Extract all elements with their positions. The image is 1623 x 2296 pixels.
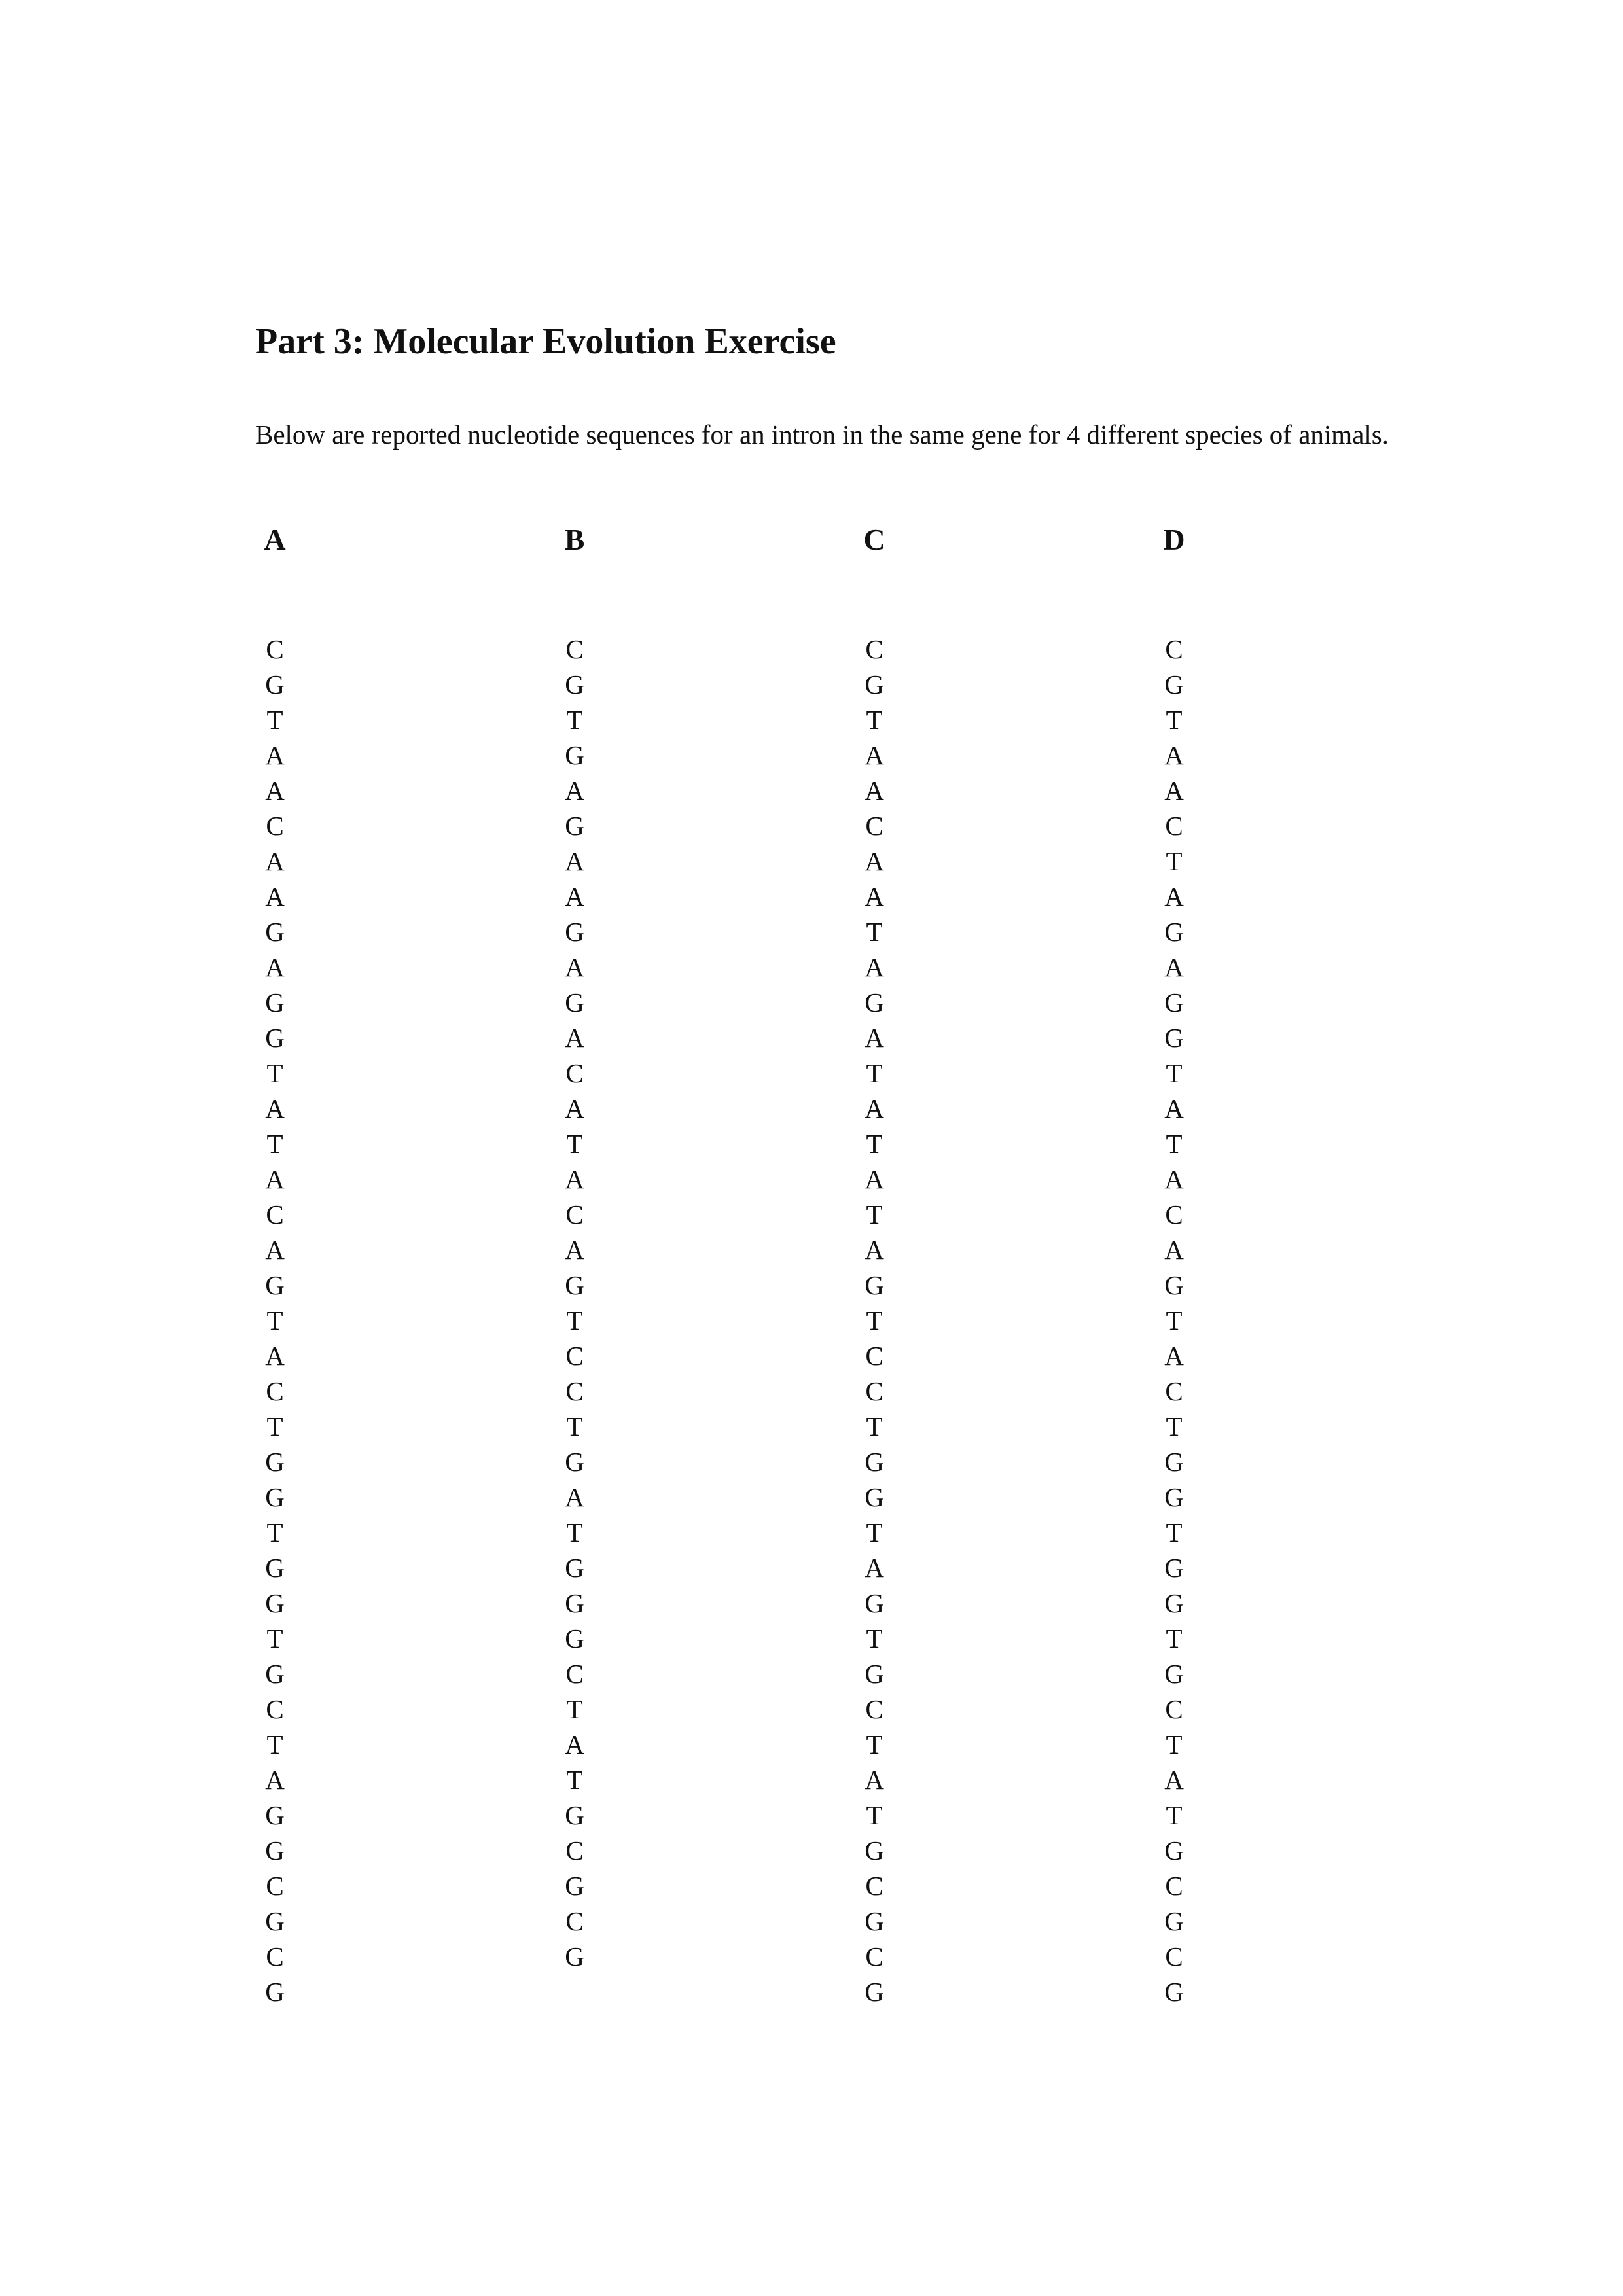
nucleotide: A [565,846,584,876]
nucleotide: C [266,811,284,841]
nucleotide: A [265,846,285,876]
nucleotide: G [1164,1906,1184,1936]
sequence-list-c [835,631,914,2009]
nucleotide: G [865,1588,884,1618]
nucleotide: C [1165,634,1183,664]
nucleotide: A [1164,1341,1184,1371]
nucleotide: C [1165,1941,1183,1971]
nucleotide: G [265,669,285,699]
nucleotide: A [1164,740,1184,770]
column-header-a: A [264,523,286,556]
nucleotide: T [1166,1517,1183,1547]
sequence-column-b [535,520,614,1974]
nucleotide: G [265,1906,285,1936]
nucleotide: T [866,1058,883,1088]
nucleotide: A [865,1093,884,1123]
nucleotide: T [866,1411,883,1441]
nucleotide: G [265,1270,285,1300]
nucleotide: A [265,1341,285,1371]
nucleotide: A [1164,952,1184,982]
nucleotide: T [1166,1305,1183,1335]
sequence-list-d [1135,631,1213,2009]
nucleotide: T [866,705,883,735]
nucleotide: G [1164,1977,1184,2007]
nucleotide: G [1164,1482,1184,1512]
nucleotide: G [1164,1447,1184,1477]
nucleotide: T [866,1623,883,1653]
nucleotide: C [266,634,284,664]
nucleotide: A [265,952,285,982]
nucleotide: G [1164,1270,1184,1300]
nucleotide: T [266,1305,283,1335]
nucleotide: G [865,1482,884,1512]
nucleotide: A [265,775,285,805]
nucleotide: C [1165,811,1183,841]
nucleotide: G [565,1941,584,1971]
nucleotide: C [266,1199,284,1229]
nucleotide: A [565,1023,584,1053]
nucleotide: C [865,1941,883,1971]
nucleotide: C [565,1058,584,1088]
nucleotide: T [266,1623,283,1653]
nucleotide: G [865,987,884,1017]
nucleotide: A [265,1235,285,1265]
nucleotide: T [1166,1800,1183,1830]
nucleotide: T [1166,1058,1183,1088]
nucleotide: C [865,1694,883,1724]
nucleotide: C [266,1694,284,1724]
nucleotide: T [866,1517,883,1547]
nucleotide: G [565,740,584,770]
column-header-b: B [564,523,585,556]
column-header-d: D [1163,523,1185,556]
nucleotide: A [1164,1235,1184,1265]
nucleotide: T [1166,1129,1183,1159]
nucleotide: A [1164,881,1184,911]
nucleotide: G [265,1447,285,1477]
nucleotide: G [865,1906,884,1936]
nucleotide: C [1165,1694,1183,1724]
nucleotide: A [865,952,884,982]
nucleotide: A [565,881,584,911]
nucleotide: G [265,1553,285,1583]
nucleotide: T [266,1517,283,1547]
nucleotide: G [1164,1659,1184,1689]
nucleotide: C [266,1871,284,1901]
nucleotide: T [866,1800,883,1830]
nucleotide: A [865,775,884,805]
nucleotide: A [265,1765,285,1795]
nucleotide: A [265,740,285,770]
nucleotide: G [865,1447,884,1477]
nucleotide: A [865,1164,884,1194]
sequence-column-c [835,520,914,2009]
nucleotide: G [565,1588,584,1618]
nucleotide: G [565,1623,584,1653]
nucleotide: T [566,705,583,735]
nucleotide: G [565,811,584,841]
nucleotide: G [265,917,285,947]
nucleotide: G [565,987,584,1017]
nucleotide: C [865,1341,883,1371]
nucleotide: C [565,1376,584,1406]
nucleotide: G [265,987,285,1017]
nucleotide: G [565,1800,584,1830]
nucleotide: G [265,1588,285,1618]
nucleotide: G [265,1835,285,1865]
page-title: Part 3: Molecular Evolution Exercise [255,321,836,362]
nucleotide: G [1164,917,1184,947]
nucleotide: G [1164,1553,1184,1583]
nucleotide: T [266,1058,283,1088]
nucleotide: G [565,669,584,699]
nucleotide: A [865,846,884,876]
nucleotide: T [1166,1411,1183,1441]
nucleotide: T [866,1305,883,1335]
nucleotide: A [565,1235,584,1265]
nucleotide: A [865,740,884,770]
nucleotide: A [265,1093,285,1123]
nucleotide: G [1164,1588,1184,1618]
nucleotide: A [565,1482,584,1512]
nucleotide: T [866,1729,883,1759]
nucleotide: A [1164,1093,1184,1123]
nucleotide: C [266,1376,284,1406]
nucleotide: A [1164,1164,1184,1194]
nucleotide: G [265,1800,285,1830]
nucleotide: A [565,1093,584,1123]
nucleotide: A [1164,1765,1184,1795]
nucleotide: T [1166,846,1183,876]
nucleotide: A [565,952,584,982]
intro-paragraph: Below are reported nucleotide sequences for an intron in the same gene for 4 different species of animals. [255,419,1389,450]
nucleotide: C [865,1376,883,1406]
nucleotide: A [865,1235,884,1265]
nucleotide: G [565,1553,584,1583]
nucleotide: T [566,1694,583,1724]
nucleotide: G [1164,1835,1184,1865]
nucleotide: A [865,881,884,911]
nucleotide: T [566,1129,583,1159]
nucleotide: C [565,1835,584,1865]
nucleotide: G [265,1482,285,1512]
nucleotide: T [266,1729,283,1759]
sequence-column-d [1135,520,1213,2009]
nucleotide: A [865,1023,884,1053]
nucleotide: C [1165,1199,1183,1229]
sequence-list-b [535,631,614,1974]
nucleotide: A [865,1765,884,1795]
nucleotide: C [865,634,883,664]
nucleotide: T [1166,1729,1183,1759]
nucleotide: G [865,1659,884,1689]
nucleotide: G [865,1270,884,1300]
nucleotide: G [565,1270,584,1300]
nucleotide: A [265,1164,285,1194]
nucleotide: A [565,775,584,805]
nucleotide: T [566,1305,583,1335]
nucleotide: G [865,1835,884,1865]
nucleotide: G [565,1447,584,1477]
nucleotide: G [1164,1023,1184,1053]
nucleotide: C [266,1941,284,1971]
nucleotide: T [566,1517,583,1547]
nucleotide: G [565,1871,584,1901]
nucleotide: A [565,1729,584,1759]
nucleotide: C [565,1659,584,1689]
nucleotide: T [566,1411,583,1441]
nucleotide: A [1164,775,1184,805]
nucleotide: G [865,669,884,699]
sequence-list-a [236,631,314,2009]
nucleotide: T [266,1129,283,1159]
nucleotide: G [865,1977,884,2007]
nucleotide: G [265,1977,285,2007]
nucleotide: T [1166,705,1183,735]
nucleotide: T [866,917,883,947]
nucleotide: G [1164,669,1184,699]
nucleotide: T [266,1411,283,1441]
nucleotide: G [265,1023,285,1053]
nucleotide: G [565,917,584,947]
nucleotide: C [565,1341,584,1371]
nucleotide: G [265,1659,285,1689]
nucleotide: T [266,705,283,735]
nucleotide: T [866,1129,883,1159]
nucleotide: C [1165,1871,1183,1901]
nucleotide: A [265,881,285,911]
nucleotide: C [565,1199,584,1229]
nucleotide: C [1165,1376,1183,1406]
nucleotide: C [865,811,883,841]
nucleotide: C [565,634,584,664]
nucleotide: A [865,1553,884,1583]
nucleotide: C [565,1906,584,1936]
nucleotide: C [865,1871,883,1901]
nucleotide: A [565,1164,584,1194]
nucleotide: G [1164,987,1184,1017]
sequence-column-a [236,520,314,2009]
nucleotide: T [566,1765,583,1795]
column-header-c: C [863,523,885,556]
nucleotide: T [1166,1623,1183,1653]
nucleotide: T [866,1199,883,1229]
